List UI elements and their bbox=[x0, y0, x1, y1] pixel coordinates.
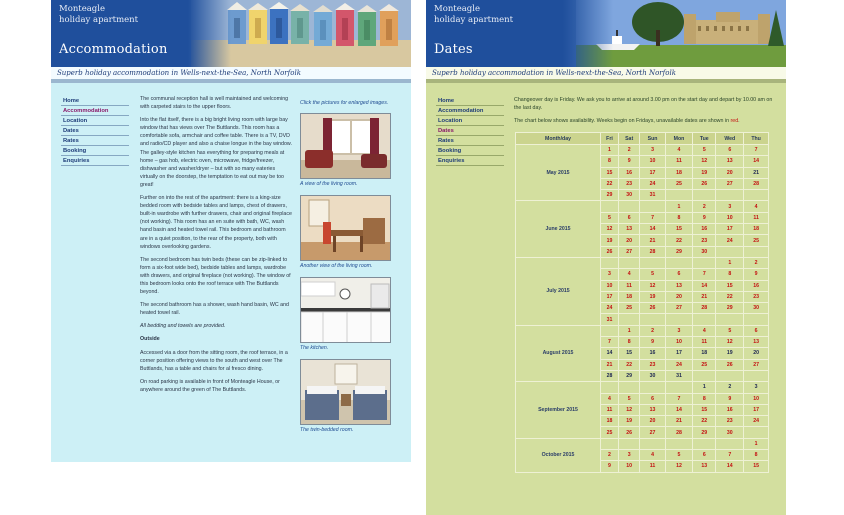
calendar-day-unavailable: 12 bbox=[618, 404, 639, 415]
calendar-empty-cell bbox=[601, 382, 619, 393]
calendar-day-unavailable: 27 bbox=[640, 427, 665, 438]
calendar-day-unavailable: 10 bbox=[716, 212, 744, 223]
calendar-day-unavailable: 13 bbox=[618, 224, 639, 235]
calendar-day-unavailable: 3 bbox=[665, 325, 692, 336]
calendar-day-unavailable: 4 bbox=[601, 393, 619, 404]
calendar-day-unavailable: 3 bbox=[601, 269, 619, 280]
calendar-day-unavailable: 15 bbox=[601, 167, 619, 178]
outside-heading: Outside bbox=[140, 336, 160, 343]
calendar-day-unavailable: 7 bbox=[693, 269, 716, 280]
calendar-day-unavailable: 9 bbox=[640, 337, 665, 348]
calendar-day-unavailable: 18 bbox=[601, 416, 619, 427]
calendar-day-available: 29 bbox=[618, 370, 639, 381]
calendar-day-unavailable: 22 bbox=[618, 359, 639, 370]
calendar-day-unavailable: 16 bbox=[693, 224, 716, 235]
calendar-day-unavailable: 18 bbox=[744, 224, 769, 235]
nav-rates[interactable]: Rates bbox=[61, 136, 129, 146]
calendar-day-unavailable: 3 bbox=[618, 450, 639, 461]
calendar-day-unavailable: 29 bbox=[601, 190, 619, 201]
calendar-day-unavailable: 17 bbox=[744, 404, 769, 415]
calendar-day-unavailable: 21 bbox=[601, 359, 619, 370]
calendar-day-available: 16 bbox=[640, 348, 665, 359]
calendar-empty-cell bbox=[744, 427, 769, 438]
calendar-empty-cell bbox=[716, 314, 744, 325]
calendar-header-row bbox=[516, 133, 769, 145]
calendar-day-unavailable: 12 bbox=[601, 224, 619, 235]
calendar-day-unavailable: 21 bbox=[693, 291, 716, 302]
calendar-day-unavailable: 2 bbox=[618, 145, 639, 156]
header-divider bbox=[426, 79, 786, 83]
calendar-day-unavailable: 11 bbox=[693, 337, 716, 348]
calendar-day-unavailable: 6 bbox=[716, 145, 744, 156]
calendar-day-unavailable: 15 bbox=[665, 224, 692, 235]
calendar-empty-cell bbox=[640, 201, 665, 212]
calendar-day-unavailable: 24 bbox=[665, 359, 692, 370]
calendar-day-unavailable: 19 bbox=[618, 416, 639, 427]
calendar-empty-cell bbox=[618, 382, 639, 393]
calendar-day-unavailable: 5 bbox=[693, 145, 716, 156]
calendar-day-unavailable: 31 bbox=[601, 314, 619, 325]
calendar-empty-cell bbox=[665, 438, 692, 449]
nav-rates[interactable]: Rates bbox=[436, 136, 504, 146]
calendar-day-unavailable: 30 bbox=[744, 303, 769, 314]
calendar-empty-cell bbox=[716, 370, 744, 381]
calendar-day-unavailable: 5 bbox=[640, 269, 665, 280]
calendar-day-unavailable: 2 bbox=[601, 450, 619, 461]
calendar-month-label: September 2015 bbox=[516, 382, 601, 438]
dates-page bbox=[426, 0, 786, 515]
calendar-empty-cell bbox=[640, 438, 665, 449]
calendar-empty-cell bbox=[618, 257, 639, 268]
calendar-day-unavailable: 17 bbox=[601, 291, 619, 302]
changeover-note: Changeover day is Friday. We ask you to arrive at around 3.00 pm on the start day and depart by 10.00 am on the last day. bbox=[514, 97, 773, 111]
calendar-empty-cell bbox=[693, 438, 716, 449]
calendar-day-unavailable: 11 bbox=[618, 280, 639, 291]
living-room-caption: A view of the living room. bbox=[300, 181, 358, 187]
calendar-day-unavailable: 1 bbox=[716, 257, 744, 268]
availability-note-red: red bbox=[730, 118, 739, 124]
photo-gallery bbox=[300, 100, 392, 441]
calendar-week-row bbox=[516, 201, 769, 212]
calendar-day-unavailable: 11 bbox=[665, 156, 692, 167]
header-month-day: Month/day bbox=[516, 133, 601, 145]
calendar-day-unavailable: 10 bbox=[618, 461, 639, 472]
header-sun: Sun bbox=[640, 133, 665, 145]
calendar-day-unavailable: 6 bbox=[618, 212, 639, 223]
calendar-day-unavailable: 22 bbox=[693, 416, 716, 427]
accommodation-banner bbox=[51, 0, 411, 67]
availability-note bbox=[514, 117, 774, 125]
calendar-week-row bbox=[516, 438, 769, 449]
calendar-day-unavailable: 28 bbox=[744, 178, 769, 189]
calendar-day-unavailable: 11 bbox=[640, 461, 665, 472]
calendar-day-unavailable: 3 bbox=[640, 145, 665, 156]
calendar-empty-cell bbox=[744, 246, 769, 257]
calendar-day-unavailable: 2 bbox=[744, 257, 769, 268]
calendar-day-unavailable: 7 bbox=[665, 393, 692, 404]
nav-accommodation[interactable]: Accommodation bbox=[436, 106, 504, 116]
calendar-day-unavailable: 27 bbox=[665, 303, 692, 314]
calendar-day-unavailable: 24 bbox=[640, 178, 665, 189]
calendar-week-row bbox=[516, 325, 769, 336]
site-tagline: Superb holiday accommodation in Wells-next-the-Sea, North Norfolk bbox=[426, 67, 786, 79]
nav-enquiries[interactable]: Enquiries bbox=[436, 156, 504, 166]
calendar-day-unavailable: 6 bbox=[744, 325, 769, 336]
calendar-empty-cell bbox=[618, 201, 639, 212]
brand-line-2: holiday apartment bbox=[59, 15, 139, 25]
calendar-empty-cell bbox=[693, 190, 716, 201]
calendar-empty-cell bbox=[744, 370, 769, 381]
nav-accommodation[interactable]: Accommodation bbox=[61, 106, 129, 116]
calendar-empty-cell bbox=[716, 438, 744, 449]
living-room-photo-2[interactable] bbox=[300, 195, 391, 261]
calendar-day-unavailable: 17 bbox=[640, 167, 665, 178]
calendar-empty-cell bbox=[665, 382, 692, 393]
calendar-day-unavailable: 15 bbox=[693, 404, 716, 415]
kitchen-image bbox=[301, 278, 391, 343]
calendar-day-unavailable: 7 bbox=[744, 145, 769, 156]
twin-bedroom-photo[interactable] bbox=[300, 359, 391, 425]
nav-dates[interactable]: Dates bbox=[61, 126, 129, 136]
calendar-day-unavailable: 4 bbox=[665, 145, 692, 156]
calendar-day-unavailable: 1 bbox=[618, 325, 639, 336]
dates-banner bbox=[426, 0, 786, 67]
calendar-empty-cell bbox=[601, 201, 619, 212]
availability-note-end: . bbox=[738, 118, 740, 124]
calendar-empty-cell bbox=[640, 314, 665, 325]
calendar-day-unavailable: 23 bbox=[618, 178, 639, 189]
main-nav bbox=[61, 96, 129, 166]
calendar-day-unavailable: 14 bbox=[744, 156, 769, 167]
calendar-day-unavailable: 9 bbox=[716, 393, 744, 404]
calendar-day-unavailable: 16 bbox=[744, 280, 769, 291]
calendar-day-unavailable: 27 bbox=[716, 178, 744, 189]
header-divider bbox=[51, 79, 411, 83]
calendar-day-unavailable: 10 bbox=[665, 337, 692, 348]
calendar-day-unavailable: 19 bbox=[693, 167, 716, 178]
calendar-day-available: 17 bbox=[665, 348, 692, 359]
twin-bedroom-caption: The twin-bedded room. bbox=[300, 427, 354, 433]
living-room-2-caption: Another view of the living room. bbox=[300, 263, 373, 269]
calendar-day-unavailable: 27 bbox=[618, 246, 639, 257]
site-brand bbox=[434, 4, 513, 26]
calendar-day-unavailable: 9 bbox=[744, 269, 769, 280]
calendar-day-available: 20 bbox=[744, 348, 769, 359]
calendar-day-unavailable: 22 bbox=[601, 178, 619, 189]
calendar-day-unavailable: 14 bbox=[640, 224, 665, 235]
calendar-day-unavailable: 5 bbox=[618, 393, 639, 404]
calendar-day-unavailable: 6 bbox=[665, 269, 692, 280]
calendar-day-unavailable: 23 bbox=[716, 416, 744, 427]
calendar-day-unavailable: 1 bbox=[744, 438, 769, 449]
calendar-day-available: 14 bbox=[601, 348, 619, 359]
living-room-2-image bbox=[301, 196, 391, 261]
photo-hint: Click the pictures for enlarged images. bbox=[300, 100, 389, 106]
page-heading: Dates bbox=[434, 42, 473, 57]
calendar-week-row bbox=[516, 145, 769, 156]
calendar-month-label: July 2015 bbox=[516, 257, 601, 325]
calendar-day-unavailable: 8 bbox=[665, 212, 692, 223]
nav-dates[interactable]: Dates bbox=[436, 126, 504, 136]
calendar-day-unavailable: 15 bbox=[744, 461, 769, 472]
living-room-photo[interactable] bbox=[300, 113, 391, 179]
calendar-day-unavailable: 11 bbox=[744, 212, 769, 223]
calendar-day-unavailable: 4 bbox=[693, 325, 716, 336]
calendar-day-unavailable: 6 bbox=[693, 450, 716, 461]
calendar-day-unavailable: 16 bbox=[618, 167, 639, 178]
calendar-day-available: 19 bbox=[716, 348, 744, 359]
calendar-day-unavailable: 1 bbox=[601, 145, 619, 156]
calendar-day-unavailable: 18 bbox=[618, 291, 639, 302]
calendar-day-unavailable: 12 bbox=[716, 337, 744, 348]
calendar-month-label: August 2015 bbox=[516, 325, 601, 381]
nav-booking[interactable]: Booking bbox=[61, 146, 129, 156]
header-sat: Sat bbox=[618, 133, 639, 145]
calendar-day-unavailable: 8 bbox=[601, 156, 619, 167]
calendar-day-unavailable: 23 bbox=[640, 359, 665, 370]
kitchen-caption: The kitchen. bbox=[300, 345, 329, 351]
calendar-day-unavailable: 8 bbox=[716, 269, 744, 280]
calendar-day-unavailable: 31 bbox=[640, 190, 665, 201]
dates-intro bbox=[514, 96, 774, 130]
calendar-day-unavailable: 5 bbox=[665, 450, 692, 461]
nav-home[interactable]: Home bbox=[436, 96, 504, 106]
header-fri: Fri bbox=[601, 133, 619, 145]
calendar-day-unavailable: 14 bbox=[716, 461, 744, 472]
calendar-day-unavailable: 5 bbox=[601, 212, 619, 223]
paragraph-roof-terrace: Accessed via a door from the sitting room, the roof terrace, in a corner position offering views to the south and west over The Buttlands, has a table and chairs for al fresco dining. bbox=[140, 349, 288, 372]
calendar-day-unavailable: 25 bbox=[693, 359, 716, 370]
paragraph-reception: The communal reception hall is well maintained and welcoming with carpeted stairs to the upper floors. bbox=[140, 96, 289, 111]
calendar-day-available: 18 bbox=[693, 348, 716, 359]
calendar-day-unavailable: 13 bbox=[716, 156, 744, 167]
calendar-day-unavailable: 20 bbox=[665, 291, 692, 302]
header-wed: Wed bbox=[716, 133, 744, 145]
calendar-week-row bbox=[516, 257, 769, 268]
calendar-empty-cell bbox=[665, 314, 692, 325]
calendar-day-unavailable: 12 bbox=[640, 280, 665, 291]
site-brand bbox=[59, 4, 138, 26]
calendar-day-unavailable: 26 bbox=[640, 303, 665, 314]
calendar-day-unavailable: 30 bbox=[693, 246, 716, 257]
calendar-day-unavailable: 11 bbox=[601, 404, 619, 415]
calendar-day-unavailable: 30 bbox=[716, 427, 744, 438]
calendar-day-unavailable: 29 bbox=[693, 427, 716, 438]
paragraph-main-bedroom: Further on into the rest of the apartment: there is a king-size bedded room with bedside tables and lamps, chest of drawers, built-in wardrobe with further drawers, chair and original fireplace (not working). This room has an en suite with bath, WC, wash hand basin and heated towel rail. This bedroom and bathroom are in a quiet position, to the rear of the property, both with windows overlooking gardens. bbox=[140, 195, 292, 250]
calendar-month-label: October 2015 bbox=[516, 438, 601, 472]
bedding-note: All bedding and towels are provided. bbox=[140, 323, 226, 330]
calendar-day-unavailable: 8 bbox=[744, 450, 769, 461]
calendar-day-unavailable: 4 bbox=[640, 450, 665, 461]
calendar-day-available: 30 bbox=[640, 370, 665, 381]
calendar-day-available: 2 bbox=[716, 382, 744, 393]
calendar-day-unavailable: 5 bbox=[716, 325, 744, 336]
calendar-day-unavailable: 2 bbox=[693, 201, 716, 212]
calendar-day-unavailable: 14 bbox=[665, 404, 692, 415]
calendar-day-unavailable: 26 bbox=[693, 178, 716, 189]
calendar-day-unavailable: 20 bbox=[640, 416, 665, 427]
calendar-day-unavailable: 8 bbox=[693, 393, 716, 404]
calendar-day-unavailable: 18 bbox=[665, 167, 692, 178]
calendar-day-unavailable: 25 bbox=[601, 427, 619, 438]
calendar-empty-cell bbox=[601, 438, 619, 449]
calendar-day-unavailable: 28 bbox=[693, 303, 716, 314]
calendar-day-unavailable: 23 bbox=[744, 291, 769, 302]
calendar-day-available: 31 bbox=[665, 370, 692, 381]
calendar-day-unavailable: 30 bbox=[618, 190, 639, 201]
nav-home[interactable]: Home bbox=[61, 96, 129, 106]
calendar-empty-cell bbox=[744, 314, 769, 325]
availability-calendar bbox=[515, 132, 769, 473]
calendar-empty-cell bbox=[640, 257, 665, 268]
calendar-month-label: June 2015 bbox=[516, 201, 601, 257]
calendar-day-unavailable: 20 bbox=[618, 235, 639, 246]
nav-location[interactable]: Location bbox=[436, 116, 504, 126]
calendar-empty-cell bbox=[601, 325, 619, 336]
calendar-day-unavailable: 23 bbox=[693, 235, 716, 246]
calendar-day-unavailable: 29 bbox=[665, 246, 692, 257]
nav-enquiries[interactable]: Enquiries bbox=[61, 156, 129, 166]
calendar-day-unavailable: 10 bbox=[601, 280, 619, 291]
calendar-day-unavailable: 25 bbox=[744, 235, 769, 246]
header-thu: Thu bbox=[744, 133, 769, 145]
calendar-day-unavailable: 24 bbox=[716, 235, 744, 246]
calendar-day-unavailable: 19 bbox=[640, 291, 665, 302]
calendar-day-unavailable: 25 bbox=[665, 178, 692, 189]
calendar-day-unavailable: 27 bbox=[744, 359, 769, 370]
calendar-day-unavailable: 19 bbox=[601, 235, 619, 246]
calendar-day-unavailable: 24 bbox=[744, 416, 769, 427]
calendar-body bbox=[516, 145, 769, 473]
nav-location[interactable]: Location bbox=[61, 116, 129, 126]
header-tue: Tue bbox=[693, 133, 716, 145]
paragraph-second-bedroom: The second bedroom has twin beds (these can be zip-linked to form a six-foot wide bed), bedside tables and lamps, wardrobe with drawers, and original fireplace (not working). The window of this bedroom looks onto the roof terrace with The Buttlands beyond. bbox=[140, 256, 291, 296]
calendar-day-unavailable: 2 bbox=[640, 325, 665, 336]
calendar-day-unavailable: 22 bbox=[716, 291, 744, 302]
calendar-empty-cell bbox=[693, 314, 716, 325]
calendar-day-unavailable: 13 bbox=[665, 280, 692, 291]
twin-bedroom-image bbox=[301, 360, 391, 425]
calendar-day-unavailable: 10 bbox=[640, 156, 665, 167]
calendar-week-row bbox=[516, 382, 769, 393]
site-tagline: Superb holiday accommodation in Wells-next-the-Sea, North Norfolk bbox=[51, 67, 411, 79]
calendar-day-available: 28 bbox=[601, 370, 619, 381]
calendar-day-available: 1 bbox=[693, 382, 716, 393]
calendar-day-unavailable: 4 bbox=[744, 201, 769, 212]
calendar-day-unavailable: 24 bbox=[601, 303, 619, 314]
calendar-day-unavailable: 12 bbox=[665, 461, 692, 472]
accommodation-page bbox=[51, 0, 411, 462]
calendar-day-unavailable: 9 bbox=[693, 212, 716, 223]
calendar-empty-cell bbox=[640, 382, 665, 393]
nav-booking[interactable]: Booking bbox=[436, 146, 504, 156]
calendar-day-available: 21 bbox=[744, 167, 769, 178]
paragraph-parking: On road parking is available in front of Monteagle House, or anywhere around the green of The Buttlands. bbox=[140, 378, 280, 393]
calendar-day-unavailable: 10 bbox=[744, 393, 769, 404]
calendar-day-unavailable: 7 bbox=[601, 337, 619, 348]
calendar-day-available: 15 bbox=[618, 348, 639, 359]
calendar-day-unavailable: 6 bbox=[640, 393, 665, 404]
calendar-empty-cell bbox=[716, 190, 744, 201]
calendar-empty-cell bbox=[665, 190, 692, 201]
header-mon: Mon bbox=[665, 133, 692, 145]
calendar-day-unavailable: 22 bbox=[665, 235, 692, 246]
calendar-day-unavailable: 15 bbox=[716, 280, 744, 291]
calendar-month-label: May 2015 bbox=[516, 145, 601, 201]
calendar-day-unavailable: 26 bbox=[716, 359, 744, 370]
paragraph-living-room: Into the flat itself, there is a big bright living room with large bay window that has views over The Buttlands. This room has a comfortable sofa, armchair and coffee table. There is a TV, DVD and radio/CD player and also a chaise longue in the bay window. The galley-style kitchen has everything for preparing meals at home – gas hob, electric oven, microwave, fridge/freezer, dishwasher and washer/dryer – but with so many eateries virtually on the doorstep, the temptation to eat out may be too great! bbox=[140, 117, 292, 188]
calendar-empty-cell bbox=[693, 257, 716, 268]
availability-note-text: The chart below shows availability. Weeks begin on Fridays, unavailable dates are shown in bbox=[514, 118, 731, 124]
calendar-day-unavailable: 7 bbox=[716, 450, 744, 461]
calendar-empty-cell bbox=[716, 246, 744, 257]
calendar-day-unavailable: 13 bbox=[693, 461, 716, 472]
calendar-day-unavailable: 26 bbox=[601, 246, 619, 257]
main-nav bbox=[436, 96, 504, 166]
calendar-empty-cell bbox=[601, 257, 619, 268]
calendar-empty-cell bbox=[665, 257, 692, 268]
living-room-image bbox=[301, 114, 391, 179]
calendar-day-unavailable: 13 bbox=[640, 404, 665, 415]
paragraph-second-bathroom: The second bathroom has a shower, wash hand basin, WC and heated towel rail. bbox=[140, 302, 289, 317]
calendar-day-unavailable: 28 bbox=[640, 246, 665, 257]
calendar-day-unavailable: 16 bbox=[716, 404, 744, 415]
calendar-empty-cell bbox=[618, 314, 639, 325]
brand-line-2: holiday apartment bbox=[434, 15, 514, 25]
kitchen-photo[interactable] bbox=[300, 277, 391, 343]
calendar-day-unavailable: 14 bbox=[693, 280, 716, 291]
calendar-day-unavailable: 9 bbox=[601, 461, 619, 472]
calendar-day-unavailable: 7 bbox=[640, 212, 665, 223]
calendar-day-unavailable: 8 bbox=[618, 337, 639, 348]
calendar-day-available: 3 bbox=[744, 382, 769, 393]
calendar-day-unavailable: 28 bbox=[665, 427, 692, 438]
calendar-day-unavailable: 26 bbox=[618, 427, 639, 438]
calendar-day-unavailable: 20 bbox=[716, 167, 744, 178]
calendar-day-unavailable: 1 bbox=[665, 201, 692, 212]
accommodation-article bbox=[140, 95, 294, 399]
calendar-day-unavailable: 21 bbox=[665, 416, 692, 427]
calendar-day-unavailable: 9 bbox=[618, 156, 639, 167]
brand-line-1: Monteagle bbox=[59, 4, 105, 14]
calendar-day-unavailable: 29 bbox=[716, 303, 744, 314]
page-heading: Accommodation bbox=[59, 42, 168, 57]
brand-line-1: Monteagle bbox=[434, 4, 480, 14]
calendar-day-unavailable: 3 bbox=[716, 201, 744, 212]
calendar-day-unavailable: 4 bbox=[618, 269, 639, 280]
calendar-empty-cell bbox=[744, 190, 769, 201]
calendar-day-unavailable: 13 bbox=[744, 337, 769, 348]
calendar-day-unavailable: 17 bbox=[716, 224, 744, 235]
calendar-day-unavailable: 21 bbox=[640, 235, 665, 246]
calendar-empty-cell bbox=[693, 370, 716, 381]
calendar-day-unavailable: 25 bbox=[618, 303, 639, 314]
calendar-day-unavailable: 12 bbox=[693, 156, 716, 167]
calendar-empty-cell bbox=[618, 438, 639, 449]
